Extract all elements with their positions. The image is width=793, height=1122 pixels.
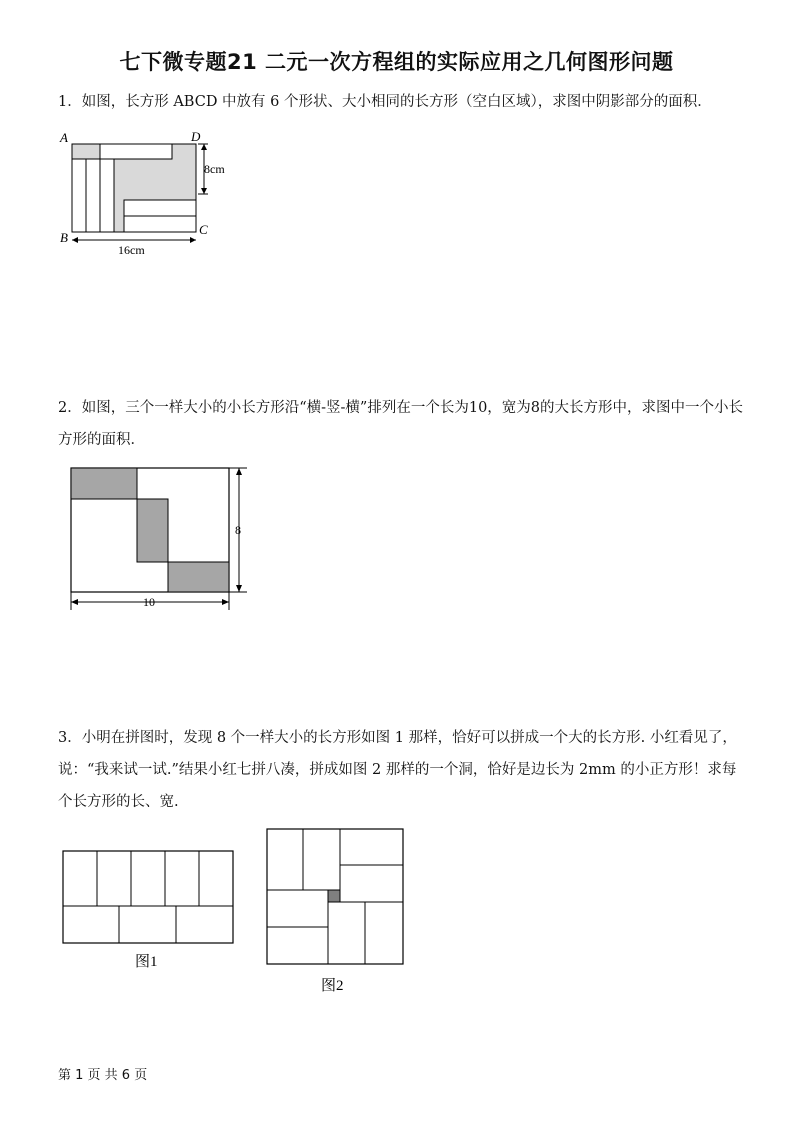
- page-title: 七下微专题21 二元一次方程组的实际应用之几何图形问题: [119, 50, 674, 74]
- page-footer: 第 1 页 共 6 页: [58, 1068, 148, 1083]
- shaded-rect-middle: [137, 499, 168, 562]
- question-3-text: 3．小明在拼图时，发现 8 个一样大小的长方形如图 1 那样，恰好可以拼成一个大的长方形. 小红看见了，说：“我来试一试.”结果小红七拼八凑，拼成如图 2 那样的一个洞，恰好是边长为 2mm 的小正方形！求每个长方形的长、宽.: [58, 730, 737, 810]
- question-3-figure-2: [266, 828, 406, 998]
- question-1-figure: [58, 128, 248, 258]
- small-rect-6: [124, 216, 196, 232]
- label-c: C: [199, 222, 208, 237]
- label-d: D: [191, 129, 201, 144]
- label-b: B: [60, 230, 68, 245]
- figure-1-caption: 图1: [135, 954, 158, 970]
- question-2-figure: [60, 462, 260, 617]
- small-rect-4: [100, 159, 114, 232]
- shaded-rect-top: [71, 468, 137, 499]
- small-rect-3: [86, 159, 100, 232]
- small-rect-2: [72, 159, 86, 232]
- width-label-10: 10: [143, 595, 155, 609]
- height-label-8: 8: [235, 523, 241, 537]
- question-2-text: 2．如图，三个一样大小的小长方形沿“横-竖-横”排列在一个长为10，宽为8的大长方形中，求图中一个小长方形的面积．: [58, 400, 744, 448]
- question-3-figure-1: [62, 850, 234, 974]
- small-rect-5: [124, 200, 196, 216]
- figure-2-caption: 图2: [321, 978, 344, 994]
- square-hole: [328, 890, 340, 902]
- small-rect-1: [100, 144, 172, 159]
- width-label: 16cm: [118, 243, 145, 257]
- shaded-rect-bottom: [168, 562, 229, 592]
- question-1-text: 1．如图，长方形 ABCD 中放有 6 个形状、大小相同的长方形（空白区域），求图中阴影部分的面积．: [58, 94, 712, 110]
- label-a: A: [60, 130, 68, 145]
- height-label: 8cm: [204, 162, 225, 176]
